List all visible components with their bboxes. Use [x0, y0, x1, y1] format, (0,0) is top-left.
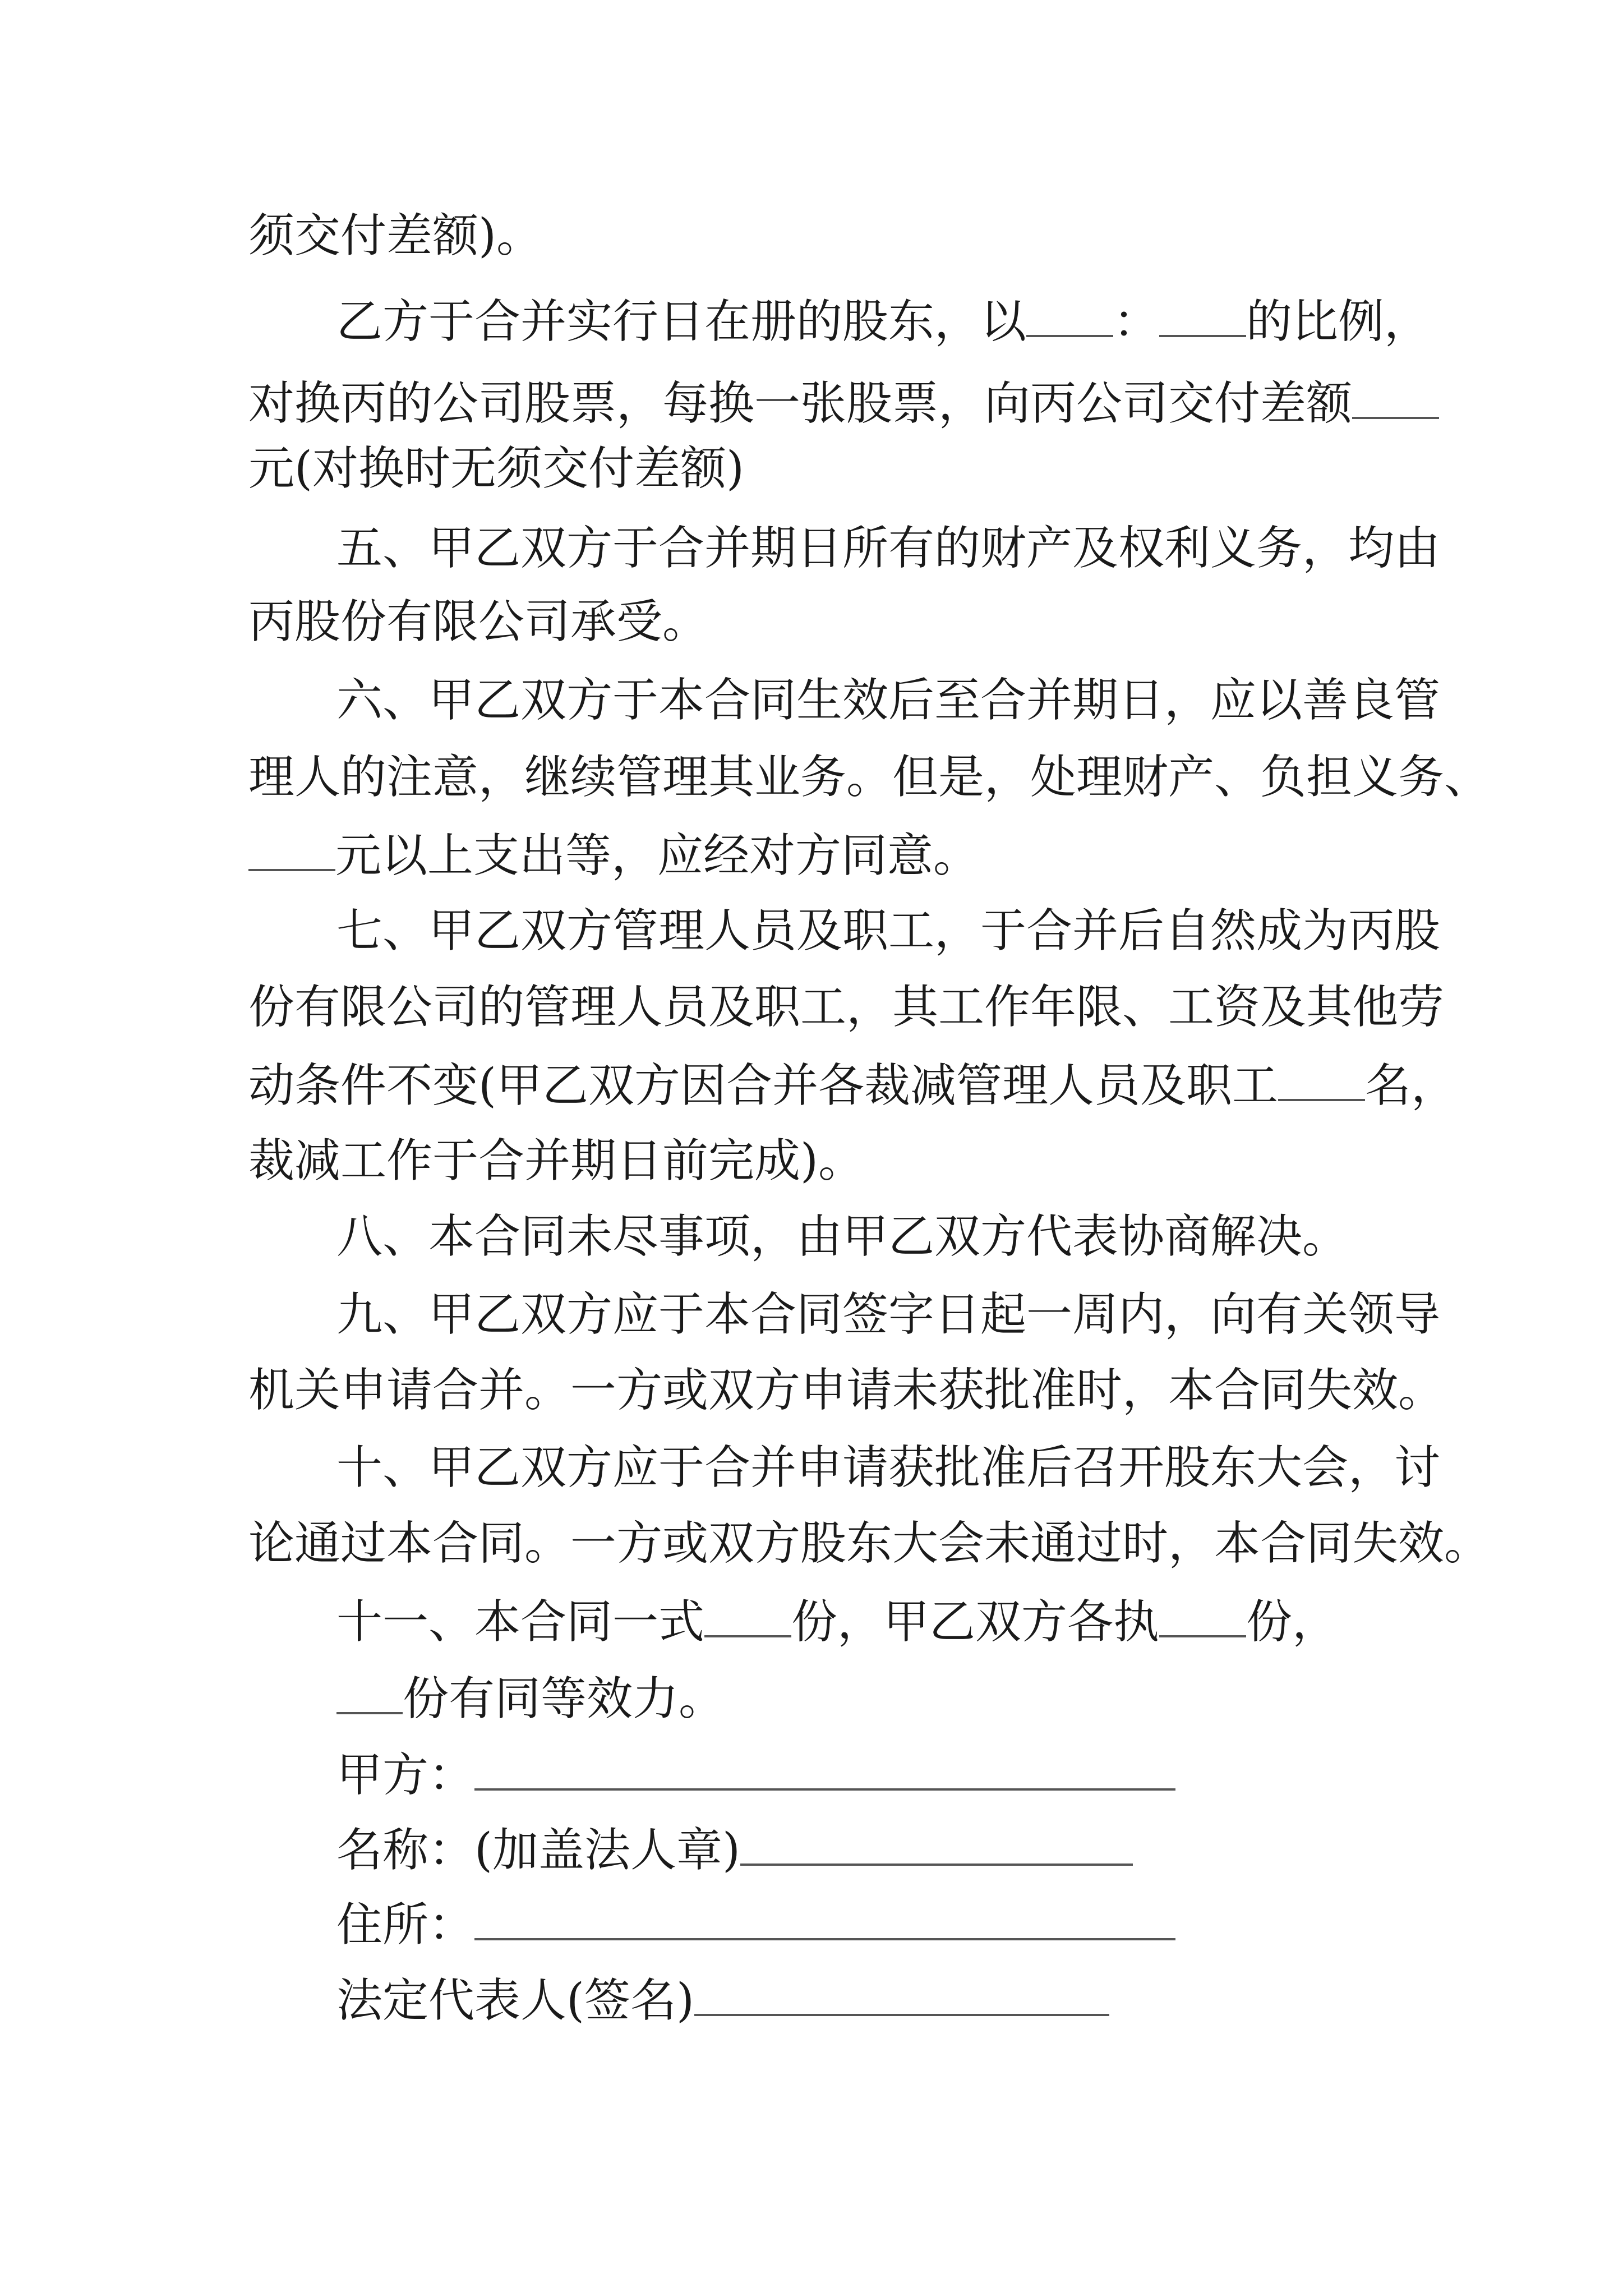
address-field[interactable]: [474, 1895, 1175, 1940]
fill-in-blank[interactable]: [248, 826, 335, 871]
fill-in-blank[interactable]: [336, 1669, 403, 1714]
line-text: 份，甲乙双方各执: [791, 1595, 1160, 1649]
text-line: [248, 826, 979, 882]
line-text: 八、本合同未尽事项，由甲乙双方代表协商解决。: [336, 1210, 1349, 1263]
name-label: 名称：(加盖法人章): [336, 1824, 740, 1877]
text-line: [336, 1287, 1440, 1343]
text-line: [248, 374, 1439, 430]
text-line: [336, 903, 1440, 959]
line-text: 份有同等效力。: [403, 1672, 725, 1726]
signature-address: [336, 1895, 1175, 1952]
fill-in-blank[interactable]: [1352, 374, 1439, 419]
signature-name: [336, 1821, 1133, 1877]
text-line: [336, 1209, 1348, 1265]
text-line: [336, 673, 1440, 729]
line-text: 名，: [1365, 1059, 1458, 1112]
line-text: 元以上支出等，应经对方同意。: [335, 829, 980, 882]
text-line: [248, 749, 1490, 806]
text-line: [248, 979, 1444, 1036]
text-line: [336, 1593, 1338, 1649]
text-line: [248, 1516, 1490, 1572]
fill-in-blank[interactable]: [1026, 292, 1113, 337]
party-a-field[interactable]: [474, 1746, 1175, 1791]
fill-in-blank[interactable]: [704, 1593, 791, 1637]
legal-rep-field[interactable]: [694, 1971, 1109, 2016]
text-line: [248, 1363, 1444, 1419]
line-text: 十一、本合同一式: [336, 1595, 705, 1649]
signature-legal-rep: [336, 1971, 1109, 2027]
line-text: 动条件不变(甲乙双方因合并各裁减管理人员及职工: [248, 1059, 1278, 1112]
fill-in-blank[interactable]: [1278, 1056, 1365, 1101]
line-text: 十、甲乙双方应于合并申请获批准后召开股东大会，讨: [336, 1441, 1441, 1494]
party-a-label: 甲方：: [336, 1749, 475, 1802]
line-text: 七、甲乙双方管理人员及职工，于合并后自然成为丙股: [336, 904, 1441, 958]
line-text: 九、甲乙双方应于本合同签字日起一周内，向有关领导: [336, 1288, 1441, 1341]
line-text: 份，: [1246, 1595, 1339, 1649]
line-text: 元(对换时无须交付差额): [248, 442, 744, 495]
line-text: 机关申请合并。一方或双方申请未获批准时，本合同失效。: [248, 1364, 1445, 1417]
line-text: ：: [1113, 295, 1160, 348]
text-line: [248, 208, 542, 264]
text-line: [336, 292, 1430, 348]
name-field[interactable]: [740, 1821, 1133, 1866]
text-line: [248, 594, 708, 650]
line-text: 对换丙的公司股票，每换一张股票，向丙公司交付差额: [248, 377, 1353, 430]
text-line: [248, 1056, 1457, 1112]
line-text: 乙方于合并实行日在册的股东，以: [336, 295, 1027, 348]
line-text: 六、甲乙双方于本合同生效后至合并期日，应以善良管: [336, 674, 1441, 727]
line-text: 份有限公司的管理人员及职工，其工作年限、工资及其他劳: [248, 981, 1445, 1034]
address-label: 住所：: [336, 1898, 475, 1952]
line-text: 须交付差额)。: [248, 209, 542, 263]
text-line: [248, 441, 744, 497]
line-text: 丙股份有限公司承受。: [248, 595, 709, 648]
line-text: 裁减工作于合并期日前完成)。: [248, 1134, 864, 1188]
text-line: [336, 1669, 725, 1726]
fill-in-blank[interactable]: [1159, 292, 1246, 337]
line-text: 五、甲乙双方于合并期日所有的财产及权利义务，均由: [336, 522, 1441, 575]
text-line: [336, 1440, 1440, 1496]
text-line: [336, 521, 1440, 577]
fill-in-blank[interactable]: [1159, 1593, 1246, 1637]
line-text: 理人的注意，继续管理其业务。但是，处理财产、负担义务、: [248, 751, 1491, 804]
text-line: [248, 1133, 864, 1189]
legal-rep-label: 法定代表人(签名): [336, 1974, 694, 2027]
signature-party-a: [336, 1746, 1175, 1802]
line-text: 的比例，: [1246, 295, 1431, 348]
line-text: 论通过本合同。一方或双方股东大会未通过时，本合同失效。: [248, 1517, 1491, 1570]
